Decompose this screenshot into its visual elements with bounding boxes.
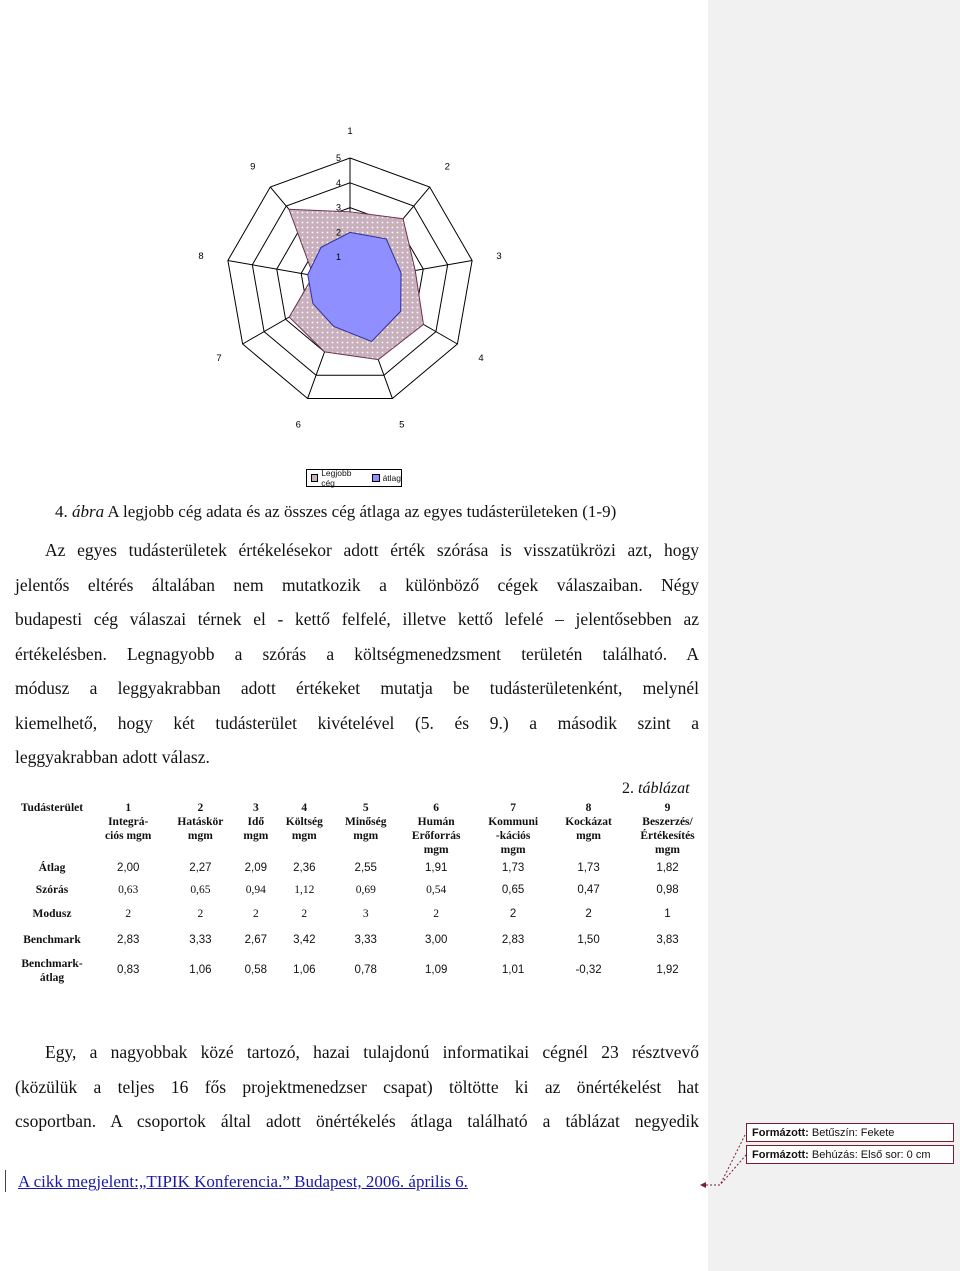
column-header-3: 3 Idő mgm [243, 802, 269, 842]
row-label: Átlag [38, 862, 66, 874]
comment-balloon-font-color[interactable] [746, 1123, 954, 1142]
table-cell: 1,73 [577, 862, 600, 874]
comment-text: Betűszín: Fekete [808, 1127, 895, 1139]
column-header-5: 5 Minőség mgm [344, 802, 387, 842]
column-header-7: 7 Kommuni -kációs mgm [488, 802, 539, 856]
table-cell: 0,47 [577, 884, 600, 896]
paragraph-line: módusz a leggyakrabban adott értékeket mutatja be tudásterületenként, melynél [15, 678, 699, 698]
paragraph-line: (közülük a teljes 16 fős projektmenedzser csapat) töltötte ki az önértékelést hat [15, 1076, 699, 1097]
table-cell: 3 [362, 908, 369, 920]
table-cell: 0,94 [245, 884, 266, 896]
axis-label: 8 [198, 251, 204, 263]
ring-label: 3 [336, 202, 342, 213]
row-label: Benchmark- átlag [21, 958, 83, 984]
table-cell: 2 [301, 908, 308, 920]
table-cell: 3,00 [424, 934, 448, 946]
caption-number: 4. [55, 502, 72, 521]
table-cell: 0,58 [244, 964, 268, 976]
table-cell: 2 [197, 908, 204, 920]
ring-label: 4 [336, 177, 342, 188]
table-cell: 2 [125, 908, 132, 920]
table-cell: 0,54 [426, 884, 447, 896]
comment-label: Formázott: [752, 1127, 809, 1139]
table-cell: 2,09 [244, 862, 268, 874]
comment-text: Behúzás: Első sor: 0 cm [808, 1149, 931, 1161]
paragraph-line: Egy, a nagyobbak közé tartozó, hazai tulajdonú informatikai cégnél 23 résztvevő [45, 1042, 699, 1062]
figure-caption [55, 502, 616, 522]
paragraph-line: leggyakrabban adott válasz. [15, 747, 210, 767]
axis-label: 3 [496, 251, 502, 263]
table-cell: 1,06 [293, 964, 316, 976]
table-number: 2. [622, 780, 638, 797]
comment-balloon-indent[interactable] [746, 1145, 954, 1164]
table-word: táblázat [638, 780, 690, 797]
axis-label: 5 [399, 419, 405, 431]
table-cell: 3,42 [293, 934, 316, 946]
comment-label: Formázott: [752, 1149, 809, 1161]
table-cell: 1,09 [424, 964, 448, 976]
table-cell: 2,83 [501, 934, 525, 946]
axis-label: 4 [478, 353, 484, 365]
table-cell: 1,12 [294, 884, 315, 896]
row-label: Szórás [35, 884, 69, 896]
table-cell: 3,33 [354, 934, 377, 946]
table-cell: 0,63 [118, 884, 139, 896]
table-cell: 1,91 [424, 862, 448, 874]
table-cell: 2,27 [189, 862, 212, 874]
table-cell: 1,01 [501, 964, 525, 976]
caption-word: ábra [72, 502, 105, 521]
footer-publication-link[interactable]: A cikk megjelent:„TIPIK Konferencia.” Budapest, 2006. április 6. [18, 1172, 468, 1191]
column-header-6: 6 Humán Erőforrás mgm [411, 802, 461, 856]
caption-text: A legjobb cég adata és az összes cég átlaga az egyes tudásterületeken (1-9) [104, 502, 617, 521]
table-title [622, 780, 690, 798]
table-row-szoras [12, 879, 710, 901]
chart-legend [306, 469, 402, 487]
table-cell: 3,83 [656, 934, 679, 946]
table-cell: 0,78 [354, 964, 377, 976]
table-cell: 3,33 [189, 934, 212, 946]
table-row-atlag [12, 857, 710, 879]
legend-label-average: átlag [382, 473, 402, 483]
axis-label: 2 [444, 161, 450, 173]
table-cell: 1,73 [501, 862, 525, 874]
table-cell: 1,06 [189, 964, 212, 976]
legend-label-best: Legjobb cég [321, 468, 352, 488]
column-header-1: 1 Integrá- ciós mgm [105, 802, 152, 842]
change-bar [5, 1170, 6, 1192]
table-row-benchmark-atlag [12, 953, 710, 991]
axis-label: 6 [295, 419, 301, 431]
table-cell: 2 [509, 908, 517, 920]
table-cell: 1 [664, 908, 671, 920]
table-row-benchmark [12, 927, 710, 953]
data-table [12, 797, 710, 991]
table-cell: -0,32 [575, 964, 602, 976]
column-header-4: 4 Költség mgm [285, 802, 323, 842]
table-cell: 1,92 [656, 964, 679, 976]
paragraph-line: jelentős eltérés általában nem mutatkozik a különböző cégek válaszaiban. Négy [15, 574, 699, 595]
axis-label: 7 [216, 353, 222, 365]
table-cell: 0,65 [190, 884, 211, 896]
paragraph-line: budapesti cég válaszai térnek el - kettő felfelé, illetve kettő lefelé – jelentősebben az [15, 609, 699, 629]
ring-label: 5 [336, 153, 342, 163]
table-cell: 2,67 [244, 934, 268, 946]
column-header-2: 2 Hatáskör mgm [177, 802, 224, 842]
column-header-9: 9 Beszerzés/ Értékesítés mgm [640, 802, 695, 856]
ring-label: 2 [336, 227, 342, 238]
table-cell: 0,98 [656, 884, 679, 896]
paragraph-line: Az egyes tudásterületek értékelésekor adott érték szórása is visszatükrözi azt, hogy [45, 540, 699, 560]
table-cell: 2 [433, 908, 440, 920]
table-cell: 2 [252, 908, 259, 920]
table-cell: 0,83 [117, 964, 140, 976]
table-cell: 1,82 [656, 862, 679, 874]
paragraph-line: csoportban. A csoportok által adott önértékelés átlaga található a táblázat negyedik [15, 1111, 699, 1131]
comment-margin [708, 0, 960, 1271]
row-label: Benchmark [23, 934, 81, 946]
table-cell: 2,83 [117, 934, 140, 946]
radar-chart [190, 126, 520, 440]
table-corner-header: Tudásterület [20, 802, 84, 814]
column-header-8: 8 Kockázat mgm [565, 802, 612, 842]
paragraph-2 [15, 1035, 699, 1139]
table-cell: 2,36 [293, 862, 316, 874]
table-cell: 0,69 [355, 884, 376, 896]
axis-label: 9 [250, 161, 256, 173]
ring-label: 1 [336, 252, 342, 263]
table-cell: 0,65 [501, 884, 525, 896]
paragraph-1 [15, 533, 699, 775]
paragraph-line: értékelésben. Legnagyobb a szórás a költségmenedzsment területén található. A [15, 643, 699, 664]
table-cell: 1,50 [577, 934, 600, 946]
table-cell: 2,55 [354, 862, 377, 874]
table-row-modusz [12, 901, 710, 927]
paragraph-line: kiemelhető, hogy két tudásterület kivételével (5. és 9.) a második szint a [15, 712, 699, 733]
legend-swatch-average [372, 474, 379, 482]
axis-label: 1 [347, 126, 353, 138]
row-label: Modusz [32, 908, 72, 920]
table-cell: 2 [585, 908, 592, 920]
table-cell: 2,00 [117, 862, 140, 874]
legend-swatch-best [311, 474, 318, 482]
